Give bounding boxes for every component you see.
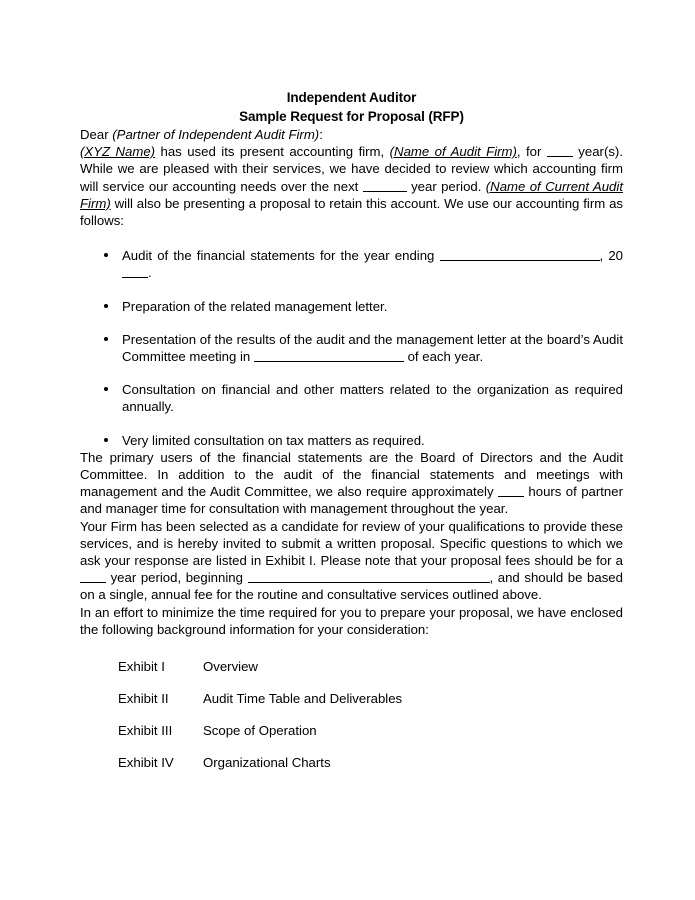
- your-firm-text-3: , and should be based on a single, annual fee for the routine and consultative services outlined above.: [80, 570, 623, 603]
- document-title: [80, 88, 623, 126]
- bullet-4-text: Consultation on financial and other matters related to the organization as required annually.: [122, 382, 623, 415]
- exhibit-label: Exhibit IV: [118, 755, 174, 771]
- list-item: [80, 331, 623, 365]
- salutation: [80, 126, 623, 143]
- exhibit-list: [118, 658, 402, 786]
- blank-meeting-month-field[interactable]: [254, 361, 404, 362]
- table-row: [118, 722, 402, 754]
- salutation-prefix: Dear: [80, 127, 113, 142]
- list-item: [80, 432, 623, 449]
- salutation-placeholder: (Partner of Independent Audit Firm): [112, 127, 320, 142]
- blank-year-period-field[interactable]: [363, 191, 407, 192]
- exhibit-description: Organizational Charts: [203, 755, 331, 771]
- table-row: [118, 754, 402, 786]
- placeholder-company-name: (XYZ Name): [80, 144, 156, 160]
- list-item: [80, 298, 623, 315]
- exhibit-description: Overview: [203, 659, 258, 675]
- exhibit-description: Scope of Operation: [203, 723, 317, 739]
- bullet-dot-icon: [104, 253, 108, 257]
- title-line-2: Sample Request for Proposal (RFP): [239, 109, 464, 124]
- bullet-5-text: Very limited consultation on tax matters as required.: [122, 432, 425, 448]
- bullet-dot-icon: [104, 387, 108, 391]
- placeholder-current-audit-firm: (Name of Current Audit Firm): [80, 178, 623, 211]
- exhibit-label: Exhibit II: [118, 691, 169, 707]
- bullet-1-text-3: .: [148, 265, 152, 281]
- blank-beginning-date-field[interactable]: [248, 582, 490, 583]
- bullet-2-text: Preparation of the related management letter.: [122, 298, 388, 314]
- services-bullet-list: [80, 247, 623, 449]
- bullet-dot-icon: [104, 337, 108, 341]
- primary-users-paragraph: [80, 449, 623, 518]
- blank-proposal-year-period-field[interactable]: [80, 582, 106, 583]
- blank-years-field[interactable]: [547, 156, 573, 157]
- placeholder-audit-firm: (Name of Audit Firm): [389, 144, 517, 160]
- title-line-1: Independent Auditor: [286, 90, 417, 105]
- intro-segment-4: year period.: [406, 178, 486, 194]
- document-body: [80, 88, 623, 786]
- bullet-1-text-2: , 20: [599, 248, 624, 264]
- primary-users-text-2: hours of partner and manager time for consultation with management throughout the year.: [80, 484, 623, 517]
- intro-segment-1: has used its present accounting firm,: [155, 144, 390, 160]
- exhibit-label: Exhibit III: [118, 723, 173, 739]
- list-item: [80, 247, 623, 281]
- bullet-3-text-2: of each year.: [403, 349, 484, 365]
- bullet-dot-icon: [104, 304, 108, 308]
- bullet-1-text-1: Audit of the financial statements for the year ending: [122, 248, 440, 264]
- enclosure-paragraph: In an effort to minimize the time required for you to prepare your proposal, we have enclosed the following background information for your consideration:: [80, 604, 623, 637]
- exhibit-label: Exhibit I: [118, 659, 165, 675]
- intro-segment-3: year(s). While we are pleased with their services, we have decided to review which accounting firm will service our accounting needs over the next: [80, 144, 623, 194]
- list-item: [80, 381, 623, 415]
- your-firm-paragraph: [80, 518, 623, 604]
- table-row: [118, 690, 402, 722]
- bullet-3-text-1: Presentation of the results of the audit and the management letter at the board’s Audit Committee meeting in: [122, 331, 623, 365]
- intro-paragraph: [80, 143, 623, 229]
- primary-users-text-1: The primary users of the financial statements are the Board of Directors and the Audit Committee. In addition to the audit of the financial statements and meetings with management and the Audit Committee, we also require approximately: [80, 449, 623, 500]
- salutation-suffix: :: [319, 127, 323, 142]
- your-firm-text-1: Your Firm has been selected as a candidate for review of your qualifications to provide these services, and is hereby invited to submit a written proposal. Specific questions to which we ask your response are listed in Exhibit I. Please note that your proposal fees should be for a: [80, 518, 623, 569]
- your-firm-text-2: year period, beginning: [106, 570, 248, 586]
- bullet-dot-icon: [104, 438, 108, 442]
- table-row: [118, 658, 402, 690]
- blank-hours-field[interactable]: [498, 496, 524, 497]
- intro-segment-5: will also be presenting a proposal to retain this account. We use our accounting firm as follows:: [80, 195, 623, 229]
- intro-segment-2: , for: [516, 144, 547, 160]
- blank-year-digits-field[interactable]: [122, 277, 148, 278]
- exhibit-description: Audit Time Table and Deliverables: [203, 691, 403, 707]
- blank-year-ending-field[interactable]: [440, 260, 600, 261]
